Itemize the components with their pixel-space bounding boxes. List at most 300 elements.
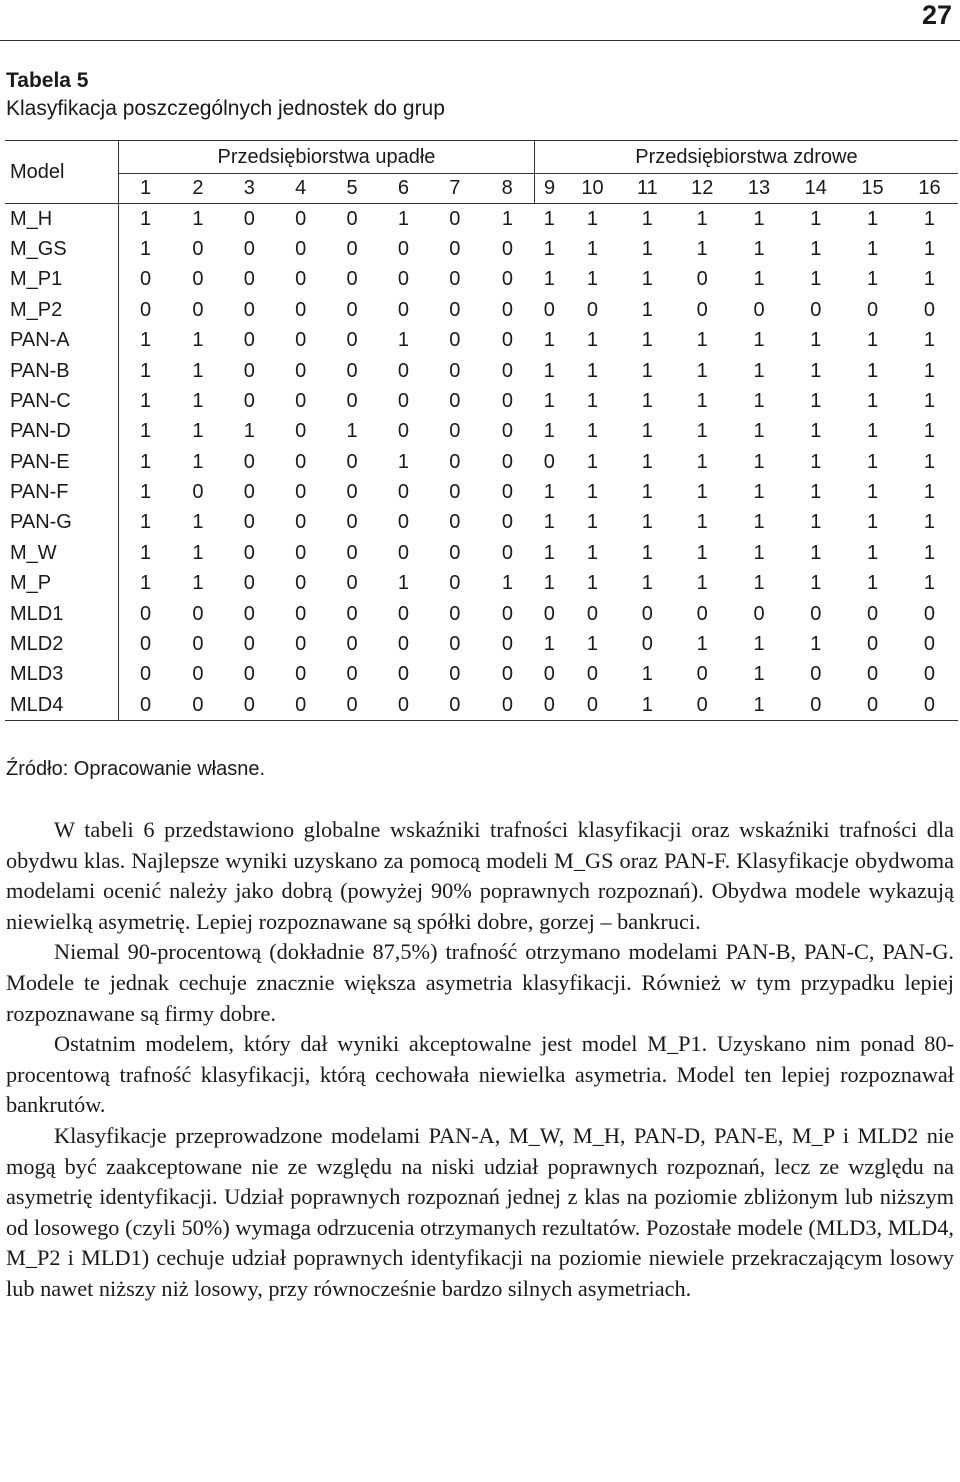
classification-cell: 1 (753, 268, 765, 291)
classification-cell: 1 (501, 207, 514, 230)
classification-cell: 1 (140, 481, 152, 504)
classification-cell: 0 (810, 663, 822, 686)
classification-cell: 1 (192, 420, 204, 443)
classification-cell: 1 (543, 541, 555, 564)
classification-cell: 1 (641, 572, 653, 595)
classification-cell: 0 (326, 690, 377, 720)
classification-cell: 1 (543, 572, 555, 595)
table-row (5, 599, 958, 629)
classification-cell: 0 (140, 298, 152, 321)
classification-cell: 1 (696, 389, 708, 412)
classification-cell: 0 (192, 602, 204, 625)
classification-cell: 1 (586, 450, 599, 473)
classification-cell: 0 (397, 420, 410, 443)
classification-cell: 1 (923, 572, 936, 595)
classification-cell: 1 (866, 572, 879, 595)
classification-cell: 1 (543, 389, 555, 412)
classification-cell: 0 (923, 633, 936, 656)
classification-cell: 0 (866, 298, 879, 321)
column-number: 6 (378, 174, 429, 204)
classification-cell: 1 (641, 298, 653, 321)
table-row (5, 417, 958, 447)
classification-cell: 0 (543, 298, 555, 321)
classification-cell: 1 (140, 450, 152, 473)
classification-cell: 0 (243, 237, 255, 260)
classification-cell: 0 (501, 511, 514, 534)
classification-cell: 0 (295, 511, 307, 534)
classification-cell: 1 (810, 359, 822, 382)
classification-cell: 0 (140, 633, 152, 656)
classification-cell: 1 (810, 481, 822, 504)
classification-cell: 0 (449, 359, 461, 382)
classification-cell: 1 (810, 541, 822, 564)
classification-cell: 0 (449, 268, 461, 291)
classification-cell: 0 (295, 420, 307, 443)
classification-cell: 1 (140, 237, 152, 260)
model-name: MLD2 (5, 629, 119, 659)
classification-cell: 1 (866, 481, 879, 504)
classification-cell: 1 (923, 511, 936, 534)
classification-cell: 0 (243, 359, 255, 382)
classification-cell: 1 (397, 207, 410, 230)
classification-cell: 0 (346, 329, 358, 352)
classification-cell: 1 (641, 420, 653, 443)
table-row (5, 265, 958, 295)
classification-cell: 0 (501, 420, 514, 443)
paragraph: Niemal 90-procentową (dokładnie 87,5%) trafność otrzymano modelami PAN-B, PAN-C, PAN-G. Modele te jednak cechuje znacznie większa asymetria klasyfikacji. Również w tym przypadku lepiej rozpoznawane są firmy dobre. (6, 939, 954, 1026)
classification-cell: 0 (397, 511, 410, 534)
classification-cell: 1 (192, 541, 204, 564)
classification-cell: 0 (397, 541, 410, 564)
table-title: Tabela 5 (6, 69, 89, 92)
classification-cell: 1 (192, 329, 204, 352)
classification-cell: 0 (295, 389, 307, 412)
classification-cell: 1 (586, 389, 599, 412)
classification-cell: 0 (346, 511, 358, 534)
classification-cell: 0 (501, 237, 514, 260)
classification-cell: 0 (449, 511, 461, 534)
classification-cell: 0 (901, 690, 958, 720)
classification-cell: 0 (397, 237, 410, 260)
classification-cell: 0 (866, 602, 879, 625)
classification-cell: 1 (543, 237, 555, 260)
classification-cell: 1 (501, 572, 514, 595)
classification-cell: 0 (397, 298, 410, 321)
classification-cell: 1 (140, 572, 152, 595)
classification-cell: 0 (295, 633, 307, 656)
classification-cell: 0 (397, 389, 410, 412)
classification-cell: 1 (696, 450, 708, 473)
classification-cell: 0 (449, 633, 461, 656)
column-number: 10 (564, 174, 621, 204)
page-number: 27 (921, 0, 952, 30)
classification-cell: 0 (140, 602, 152, 625)
classification-cell: 0 (295, 481, 307, 504)
classification-cell: 1 (753, 511, 765, 534)
classification-cell: 0 (346, 268, 358, 291)
classification-cell: 0 (397, 633, 410, 656)
table-row (5, 325, 958, 355)
column-number: 5 (326, 174, 377, 204)
classification-cell: 0 (192, 298, 204, 321)
classification-cell: 0 (501, 389, 514, 412)
classification-cell: 0 (674, 690, 731, 720)
classification-cell: 1 (397, 572, 410, 595)
classification-cell: 1 (641, 268, 653, 291)
classification-cell: 0 (140, 663, 152, 686)
classification-cell: 1 (192, 572, 204, 595)
classification-cell: 1 (543, 329, 555, 352)
classification-cell: 0 (295, 298, 307, 321)
paragraph: Klasyfikacje przeprowadzone modelami PAN-A, M_W, M_H, PAN-D, PAN-E, M_P i MLD2 nie mogą być zaakceptowane nie ze względu na niski udział poprawnych rozpoznań, lecz ze względu na asymetrię identyfikacji. Udział poprawnych rozpoznań jednej z klas na poziomie zbliżonym lub niższym od losowego (czyli 50%) wymaga odrzucenia otrzymanych rezultatów. Pozostałe modele (MLD3, MLD4, M_P2 i MLD1) cechuje udział poprawnych identyfikacji na poziomie niewiele przekraczającym losowy lub nawet niższy niż losowy, przy równocześnie bardzo silnych asymetriach. (6, 1122, 954, 1301)
table-header-row (5, 141, 958, 174)
classification-cell: 0 (449, 450, 461, 473)
classification-cell: 1 (866, 329, 879, 352)
column-number: 16 (901, 174, 958, 204)
classification-cell: 0 (641, 602, 653, 625)
column-number: 13 (731, 174, 788, 204)
classification-cell: 1 (586, 268, 599, 291)
classification-cell: 0 (449, 298, 461, 321)
classification-cell: 0 (923, 298, 936, 321)
classification-cell: 1 (641, 511, 653, 534)
classification-cell: 1 (753, 633, 765, 656)
classification-cell: 1 (923, 389, 936, 412)
classification-cell: 0 (295, 541, 307, 564)
classification-cell: 1 (192, 450, 204, 473)
classification-cell: 0 (275, 690, 326, 720)
model-name: MLD3 (5, 660, 119, 690)
classification-cell: 0 (564, 690, 621, 720)
classification-cell: 1 (753, 389, 765, 412)
classification-cell: 1 (810, 450, 822, 473)
classification-cell: 0 (346, 541, 358, 564)
classification-cell: 1 (753, 237, 765, 260)
classification-cell: 1 (641, 389, 653, 412)
classification-cell: 1 (397, 329, 410, 352)
classification-cell: 1 (866, 450, 879, 473)
classification-cell: 1 (140, 511, 152, 534)
model-name: PAN-G (5, 508, 119, 538)
classification-cell: 0 (543, 602, 555, 625)
classification-cell: 0 (243, 268, 255, 291)
classification-cell: 1 (810, 207, 822, 230)
classification-cell: 1 (586, 572, 599, 595)
classification-cell: 0 (923, 602, 936, 625)
classification-cell: 1 (192, 511, 204, 534)
classification-cell: 0 (346, 298, 358, 321)
classification-cell: 0 (501, 541, 514, 564)
classification-cell: 1 (192, 207, 204, 230)
classification-cell: 0 (172, 690, 223, 720)
column-number: 7 (429, 174, 480, 204)
model-name: PAN-A (5, 325, 119, 355)
table-row (5, 538, 958, 568)
column-number: 15 (844, 174, 901, 204)
classification-cell: 1 (586, 633, 599, 656)
classification-cell: 1 (243, 420, 255, 443)
classification-cell: 1 (923, 268, 936, 291)
classification-cell: 0 (543, 450, 555, 473)
classification-cell: 0 (501, 359, 514, 382)
table-row (5, 204, 958, 234)
classification-cell: 1 (586, 541, 599, 564)
classification-cell: 1 (866, 389, 879, 412)
classification-cell: 1 (641, 481, 653, 504)
classification-cell: 1 (586, 207, 599, 230)
classification-cell: 0 (295, 602, 307, 625)
classification-cell: 0 (243, 663, 255, 686)
classification-cell: 1 (696, 572, 708, 595)
model-name: MLD4 (5, 690, 119, 720)
classification-cell: 0 (243, 298, 255, 321)
classification-cell: 1 (696, 511, 708, 534)
table-row (5, 477, 958, 507)
model-name: MLD1 (5, 599, 119, 629)
classification-cell: 1 (543, 633, 555, 656)
classification-cell: 1 (696, 329, 708, 352)
classification-cell: 1 (753, 329, 765, 352)
classification-cell: 1 (641, 329, 653, 352)
classification-cell: 0 (243, 481, 255, 504)
classification-cell: 0 (243, 389, 255, 412)
classification-cell: 1 (753, 207, 765, 230)
column-number: 3 (224, 174, 275, 204)
paragraph: W tabeli 6 przedstawiono globalne wskaźniki trafności klasyfikacji oraz wskaźniki trafności dla obydwu klas. Najlepsze wyniki uzyskano za pomocą modeli M_GS oraz PAN-F. Klasyfikacje obydwoma modelami ocenić należy jako dobrą (powyżej 90% poprawnych rozpoznań). Obydwa modele wykazują niewielką asymetrię. Lepiej rozpoznawane są spółki dobre, gorzej – bankruci. (6, 817, 954, 934)
classification-cell: 0 (501, 633, 514, 656)
classification-cell: 0 (397, 481, 410, 504)
classification-cell: 0 (243, 541, 255, 564)
model-name: PAN-B (5, 356, 119, 386)
paragraph: Ostatnim modelem, który dał wyniki akceptowalne jest model M_P1. Uzyskano nim ponad 80-procentową trafność klasyfikacji, którą cechowała niewielka asymetria. Model ten lepiej rozpoznawał bankrutów. (6, 1031, 954, 1118)
classification-cell: 1 (641, 207, 653, 230)
classification-cell: 0 (346, 633, 358, 656)
classification-cell: 0 (696, 298, 708, 321)
classification-cell: 1 (810, 572, 822, 595)
classification-cell: 1 (641, 663, 653, 686)
classification-cell: 1 (140, 329, 152, 352)
classification-cell: 0 (449, 572, 461, 595)
classification-cell: 0 (346, 663, 358, 686)
classification-cell: 1 (810, 511, 822, 534)
table-row (5, 234, 958, 264)
classification-cell: 0 (866, 633, 879, 656)
classification-cell: 1 (866, 420, 879, 443)
classification-cell: 0 (844, 690, 901, 720)
classification-cell: 1 (866, 237, 879, 260)
classification-cell: 0 (243, 633, 255, 656)
classification-cell: 1 (641, 450, 653, 473)
table-row (5, 660, 958, 690)
classification-cell: 1 (923, 450, 936, 473)
model-name: M_P1 (5, 265, 119, 295)
group-failed-header: Przedsiębiorstwa upadłe (119, 141, 535, 174)
classification-cell: 0 (243, 602, 255, 625)
classification-cell: 1 (810, 237, 822, 260)
model-name: M_H (5, 204, 119, 234)
table-row (5, 569, 958, 599)
classification-cell: 1 (586, 511, 599, 534)
classification-cell: 0 (346, 572, 358, 595)
classification-cell: 0 (295, 572, 307, 595)
classification-cell: 1 (696, 420, 708, 443)
classification-cell: 0 (753, 602, 765, 625)
column-number: 11 (621, 174, 674, 204)
classification-cell: 1 (641, 237, 653, 260)
classification-cell: 1 (140, 359, 152, 382)
classification-cell: 1 (866, 511, 879, 534)
classification-cell: 0 (243, 207, 255, 230)
model-name: M_GS (5, 234, 119, 264)
classification-cell: 1 (810, 329, 822, 352)
classification-cell: 0 (810, 602, 822, 625)
classification-cell: 0 (481, 690, 535, 720)
classification-cell: 1 (696, 481, 708, 504)
classification-cell: 1 (543, 481, 555, 504)
classification-cell: 1 (923, 329, 936, 352)
classification-cell: 0 (192, 237, 204, 260)
classification-cell: 0 (696, 268, 708, 291)
classification-cell: 1 (866, 541, 879, 564)
column-number-row (5, 174, 958, 204)
classification-cell: 1 (586, 420, 599, 443)
classification-cell: 0 (378, 690, 429, 720)
body-text (6, 815, 954, 1305)
classification-cell: 1 (586, 237, 599, 260)
classification-cell: 1 (923, 237, 936, 260)
classification-cell: 1 (543, 268, 555, 291)
model-name: PAN-D (5, 417, 119, 447)
column-number: 2 (172, 174, 223, 204)
classification-cell: 0 (501, 298, 514, 321)
classification-cell: 0 (295, 207, 307, 230)
classification-cell: 1 (731, 690, 788, 720)
classification-cell: 0 (449, 602, 461, 625)
model-header: Model (5, 141, 119, 204)
classification-cell: 0 (397, 268, 410, 291)
column-number: 4 (275, 174, 326, 204)
classification-cell: 1 (753, 359, 765, 382)
classification-table (5, 140, 958, 721)
classification-cell: 0 (346, 389, 358, 412)
classification-cell: 0 (243, 450, 255, 473)
classification-cell: 0 (586, 602, 599, 625)
classification-cell: 0 (449, 237, 461, 260)
classification-cell: 0 (449, 481, 461, 504)
classification-cell: 0 (192, 663, 204, 686)
column-number: 8 (481, 174, 535, 204)
table-caption: Klasyfikacja poszczególnych jednostek do grup (6, 97, 445, 120)
table-row (5, 386, 958, 416)
classification-cell: 1 (543, 511, 555, 534)
classification-cell: 1 (753, 663, 765, 686)
classification-cell: 1 (923, 420, 936, 443)
classification-cell: 0 (397, 359, 410, 382)
classification-cell: 0 (586, 298, 599, 321)
classification-cell: 1 (641, 541, 653, 564)
group-healthy-header: Przedsiębiorstwa zdrowe (534, 141, 958, 174)
table-row (5, 508, 958, 538)
classification-cell: 0 (501, 450, 514, 473)
classification-cell: 0 (449, 541, 461, 564)
table-row (5, 356, 958, 386)
model-name: PAN-E (5, 447, 119, 477)
table-source: Źródło: Opracowanie własne. (6, 758, 266, 780)
classification-cell: 0 (501, 329, 514, 352)
classification-cell: 1 (586, 481, 599, 504)
classification-cell: 1 (753, 420, 765, 443)
classification-cell: 1 (810, 420, 822, 443)
classification-cell: 0 (787, 690, 844, 720)
classification-cell: 1 (543, 207, 555, 230)
classification-cell: 1 (397, 450, 410, 473)
classification-cell: 0 (696, 602, 708, 625)
classification-cell: 1 (810, 633, 822, 656)
model-name: M_W (5, 538, 119, 568)
classification-cell: 0 (449, 389, 461, 412)
header-rule (0, 40, 960, 41)
model-name: PAN-F (5, 477, 119, 507)
classification-cell: 1 (543, 420, 555, 443)
classification-cell: 0 (346, 237, 358, 260)
classification-cell: 0 (397, 663, 410, 686)
classification-cell: 0 (449, 420, 461, 443)
classification-cell: 0 (866, 663, 879, 686)
classification-cell: 1 (140, 541, 152, 564)
classification-cell: 1 (621, 690, 674, 720)
model-name: PAN-C (5, 386, 119, 416)
classification-cell: 0 (346, 207, 358, 230)
classification-cell: 0 (346, 481, 358, 504)
table-row (5, 295, 958, 325)
classification-cell: 1 (923, 359, 936, 382)
classification-cell: 0 (753, 298, 765, 321)
classification-cell: 1 (696, 359, 708, 382)
classification-cell: 1 (866, 207, 879, 230)
classification-cell: 0 (641, 633, 653, 656)
classification-cell: 0 (295, 237, 307, 260)
column-number: 9 (534, 174, 564, 204)
classification-cell: 0 (224, 690, 275, 720)
classification-cell: 1 (810, 389, 822, 412)
classification-cell: 1 (810, 268, 822, 291)
classification-cell: 0 (534, 690, 564, 720)
classification-cell: 0 (923, 663, 936, 686)
classification-cell: 0 (449, 207, 461, 230)
classification-cell: 0 (295, 268, 307, 291)
classification-cell: 0 (501, 602, 514, 625)
classification-cell: 0 (810, 298, 822, 321)
classification-cell: 0 (192, 633, 204, 656)
column-number: 14 (787, 174, 844, 204)
classification-cell: 0 (397, 602, 410, 625)
classification-cell: 1 (346, 420, 358, 443)
classification-cell: 1 (753, 541, 765, 564)
table-row (5, 447, 958, 477)
classification-cell: 1 (543, 359, 555, 382)
classification-cell: 0 (295, 663, 307, 686)
classification-cell: 1 (866, 359, 879, 382)
classification-cell: 1 (696, 633, 708, 656)
table-row (5, 690, 958, 720)
classification-cell: 1 (140, 207, 152, 230)
classification-cell: 1 (192, 359, 204, 382)
classification-cell: 1 (641, 359, 653, 382)
classification-cell: 1 (866, 268, 879, 291)
table-row (5, 629, 958, 659)
classification-cell: 0 (501, 481, 514, 504)
classification-cell: 0 (192, 481, 204, 504)
